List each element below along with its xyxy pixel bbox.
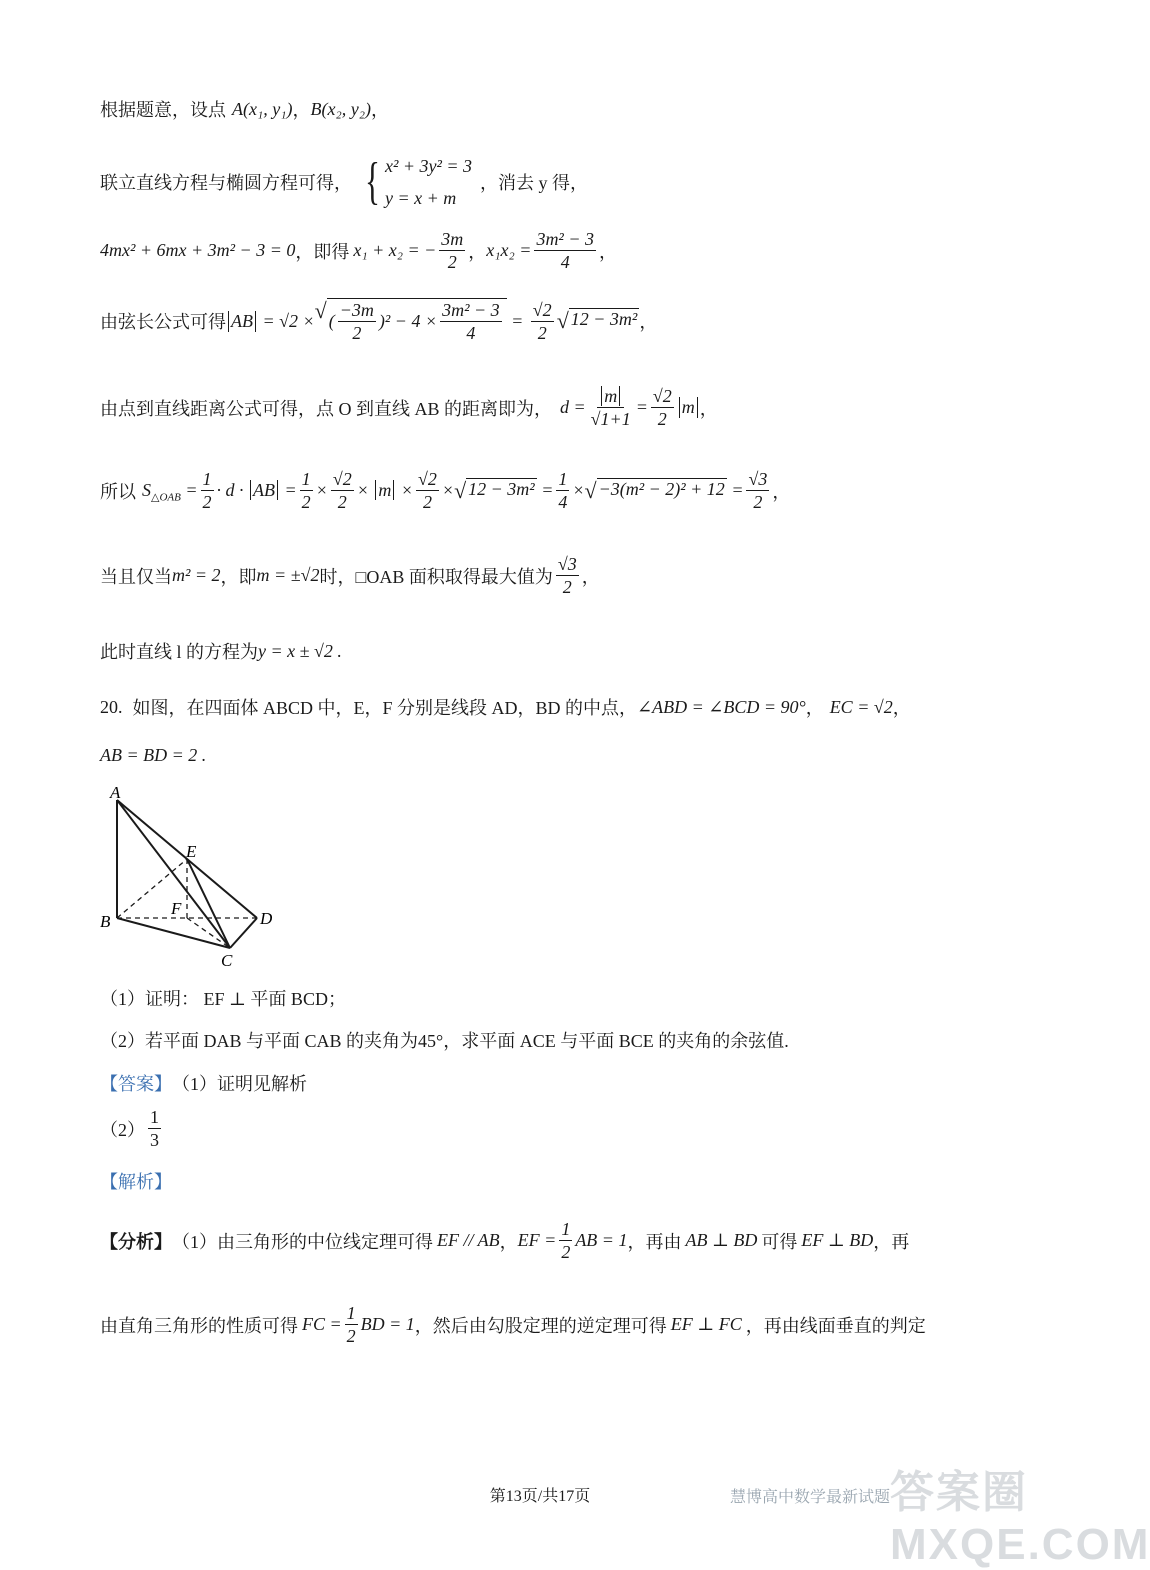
text-a: （1）由三角形的中位线定理可得 (172, 1231, 433, 1252)
answer-tag: 【答案】 (100, 1074, 172, 1094)
analysis-line-2 (100, 1302, 926, 1347)
problem-text: 如图，在四面体 ABCD 中，E，F 分别是线段 AD，BD 的中点， (132, 698, 638, 718)
text: 由弦长公式可得 (100, 312, 226, 332)
text: 由点到直线距离公式可得，点 O 到直线 AB 的距离即为， (100, 398, 553, 419)
line-3: 4mx² + 6mx + 3m² − 3 = 0 ，即得 x₁ + x₂ = − $\frac{3m}{2}$ ， x₁x₂ = $\frac{\text{3m² − 3}}{4}$ ， (100, 229, 617, 272)
label-c: C (221, 951, 233, 970)
label-e: E (186, 842, 197, 861)
bd-eq: BD = 1 (360, 1314, 415, 1334)
text-f: ，再由线面垂直的判定 (745, 1315, 926, 1336)
m-squared: m² = 2 (172, 565, 221, 585)
question-2 (100, 1027, 789, 1053)
text: 此时直线 l 的方程为 (100, 642, 259, 662)
text-g: 可得 (761, 1231, 798, 1252)
ab-length: AB (228, 311, 256, 332)
text: 联立直线方程与椭圆方程可得， (100, 173, 352, 193)
question-2-text: （2）若平面 DAB 与平面 CAB 的夹角为45°，求平面 ACE 与平面 BCE 的夹角的余弦值. (100, 1031, 789, 1051)
eq-2: y = x + m (384, 188, 457, 208)
condition-ec: EC = √2 (829, 696, 893, 717)
label-b: B (100, 912, 111, 931)
answer-2-frac: $\frac{1}{3}$ (150, 1107, 159, 1150)
watermark: 慧博高中数学最新试题 (730, 1489, 891, 1506)
point-b: B(x₂, y₂) (310, 98, 371, 119)
ef-parallel-ab: EF // AB (437, 1230, 500, 1250)
text-i: ，再 (873, 1231, 910, 1252)
condition-ab-bd: AB = BD = 2 . (100, 745, 207, 765)
text: ，即得 (295, 241, 350, 262)
answer-line-1 (100, 1070, 307, 1096)
line-1: 根据题意，设点 A(x₁, y₁) ， B(x₂, y₂) ， (100, 96, 389, 122)
text-e: ，再由 (627, 1231, 682, 1252)
ab-perp-bd: AB ⊥ BD (685, 1230, 758, 1250)
ef-eq: EF = (517, 1230, 557, 1250)
condition-angle: ∠ABD = ∠BCD = 90° (637, 696, 806, 717)
text: 所以 (100, 481, 136, 502)
line-4: 由弦长公式可得 AB = √2 × √ ( $\frac{-3m}{2}$ )² − 4 × $\frac{\text{3m² − 3}}{4}$ = $\frac{√2}{2}$ √ 12 − 3m² ， (100, 298, 658, 343)
line-8 (100, 638, 342, 664)
label-f: F (171, 899, 182, 918)
answer-1: （1）证明见解析 (172, 1074, 307, 1094)
label-a: A (110, 783, 121, 802)
tetrahedron-figure (95, 780, 295, 970)
label-d: D (260, 909, 273, 928)
question-1 (100, 985, 346, 1011)
half-frac: $\frac{1}{2}$ (561, 1219, 571, 1262)
sum: x₁ + x₂ = − (353, 240, 437, 260)
ab-eq: AB = 1 (575, 1230, 628, 1250)
chord-sqrt: √ ( $\frac{-3m}{2}$ )² − 4 × $\frac{\text{3m² − 3}}{4}$ (315, 298, 507, 344)
ef-perp-bd: EF ⊥ BD (801, 1230, 874, 1250)
text-tail: ，消去 y 得， (480, 173, 589, 193)
point-a: A(x₁, y₁) (232, 98, 293, 119)
product: x₁x₂ = (486, 240, 532, 260)
answer-2-label: （2） (100, 1119, 145, 1140)
text: 根据题意，设点 (100, 100, 226, 120)
product-frac: $\frac{\text{3m² − 3}}{4}$ (536, 229, 594, 272)
problem-number: 20. (100, 696, 123, 717)
text-d: ，然后由勾股定理的逆定理可得 (414, 1315, 667, 1336)
analysis-label: 【分析】 (100, 1231, 172, 1252)
half-frac-2: $\frac{1}{2}$ (346, 1303, 356, 1346)
text-b: ，即 (220, 566, 257, 587)
problem-stem-2 (100, 745, 206, 766)
analysis-tag: 【解析】 (100, 1172, 172, 1192)
m-value: m = ±√2 (256, 565, 320, 585)
line-7: 当且仅当 m² = 2 ，即 m = ±√2 时，□OAB 面积取得最大值为 $\frac{√3}{2}$ ， (100, 554, 600, 597)
watermark-logo: 答案圈 MXQE.COM (890, 1468, 1150, 1569)
answer-line-2 (100, 1106, 164, 1151)
page-number: 第13页/共17页 (489, 1488, 591, 1505)
analysis-line-1: 【分析】 （1）由三角形的中位线定理可得 EF // AB ， EF = $\frac{1}{2}$ AB = 1 ，再由 AB ⊥ BD 可得 EF ⊥ BD ，再 (100, 1219, 910, 1262)
sum-frac: $\frac{3m}{2}$ (441, 229, 464, 272)
equation-system: { x² + 3y² = 3 y = x + m (360, 150, 472, 214)
text: 当且仅当 (100, 566, 172, 587)
line-5: 由点到直线距离公式可得，点 O 到直线 AB 的距离即为， d = $\frac{m}{√1+1}$ = $\frac{√2}{2}$ m ， (100, 386, 718, 429)
question-1-text: （1）证明： EF ⊥ 平面 BCD； (100, 989, 346, 1009)
analysis-header (100, 1168, 172, 1194)
problem-stem: 20. 如图，在四面体 ABCD 中，E，F 分别是线段 AD，BD 的中点， ∠ABD = ∠BCD = 90° ， EC = √2 ， (100, 694, 911, 720)
text-a: 由直角三角形的性质可得 (100, 1315, 298, 1336)
line-2 (100, 150, 588, 214)
text-d: 时，□OAB 面积取得最大值为 (319, 566, 553, 587)
line-equation: y = x ± √2 . (258, 640, 342, 661)
line-6: 所以 $S_{\triangle OAB}$ = $\frac{1}{2}$ · d · AB = $\frac{1}{2}$ × $\frac{√2}{2}$ × m × $\frac{√2}{2}$ × √ 12 − 3m² = $\frac{1}{4}$ × √ −3(m² − 2)² + 12 = $\frac{√3}{2}$ ， (100, 469, 791, 512)
quadratic: 4mx² + 6mx + 3m² − 3 = 0 (100, 240, 296, 260)
eq-1: x² + 3y² = 3 (384, 156, 473, 176)
ef-perp-fc: EF ⊥ FC (670, 1314, 742, 1334)
fc-eq: FC = (302, 1314, 342, 1334)
